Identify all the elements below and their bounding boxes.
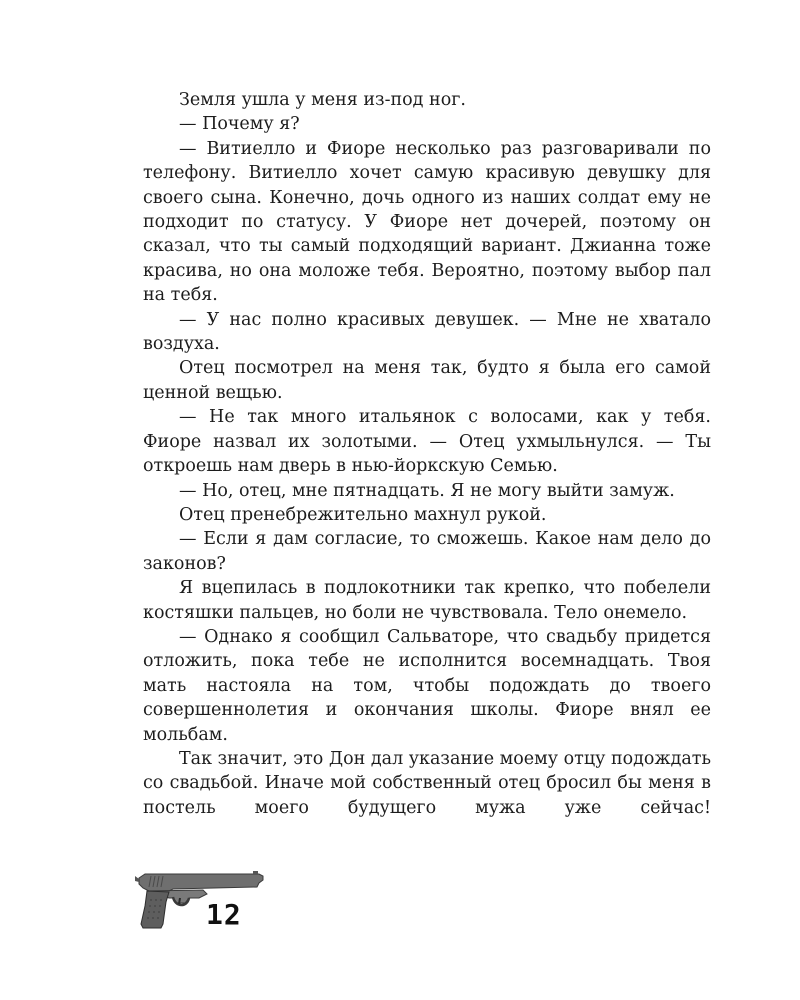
paragraph: — Не так много итальянок с волосами, как у тебя. Фиоре назвал их золотыми. — Отец ухмыльнулся. — Ты откроешь нам дверь в нью-йоркскую Семью. (143, 407, 711, 477)
paragraph: — Если я дам согласие, то сможешь. Какое нам дело до законов? (143, 529, 711, 574)
paragraph: Отец пренебрежительно махнул рукой. (179, 504, 547, 525)
paragraph: — У нас полно красивых девушек. — Мне не хватало воздуха. (143, 309, 711, 355)
paragraph: — Почему я? (179, 114, 300, 135)
paragraph: — Однако я сообщил Сальваторе, что свадьбу придется отложить, пока тебе не исполнится восемнадцать. Твоя мать настояла на том, чтобы подождать до твоего совершеннолетия и окончания школы. Фиоре внял ее мольбам. (143, 626, 711, 745)
paragraph: Так значит, это Дон дал указание моему отцу подождать со свадьбой. Иначе мой собственный отец бросил бы меня в постель моего будущего мужа уже сейчас! (143, 748, 711, 818)
paragraph: Отец посмотрел на меня так, будто я была его самой ценной вещью. (143, 358, 711, 403)
body-text (143, 88, 711, 820)
paragraph: — Но, отец, мне пятнадцать. Я не могу выйти замуж. (179, 480, 675, 501)
pistol-icon (133, 870, 273, 932)
paragraph: Земля ушла у меня из-под ног. (179, 90, 466, 110)
paragraph: Я вцепилась в подлокотники так крепко, что побелели костяшки пальцев, но боли не чувствовала. Тело онемело. (143, 578, 711, 623)
paragraph: — Витиелло и Фиоре несколько раз разговаривали по телефону. Витиелло хочет самую красивую девушку для своего сына. Конечно, дочь одного из наших солдат ему не подходит по статусу. У Фиоре нет дочерей, поэтому он сказал, что ты самый подходящий вариант. Джианна тоже красива, но она моложе тебя. Вероятно, поэтому выбор пал на тебя. (143, 138, 711, 306)
page-number: 12 (206, 898, 242, 931)
page-footer (133, 870, 273, 932)
